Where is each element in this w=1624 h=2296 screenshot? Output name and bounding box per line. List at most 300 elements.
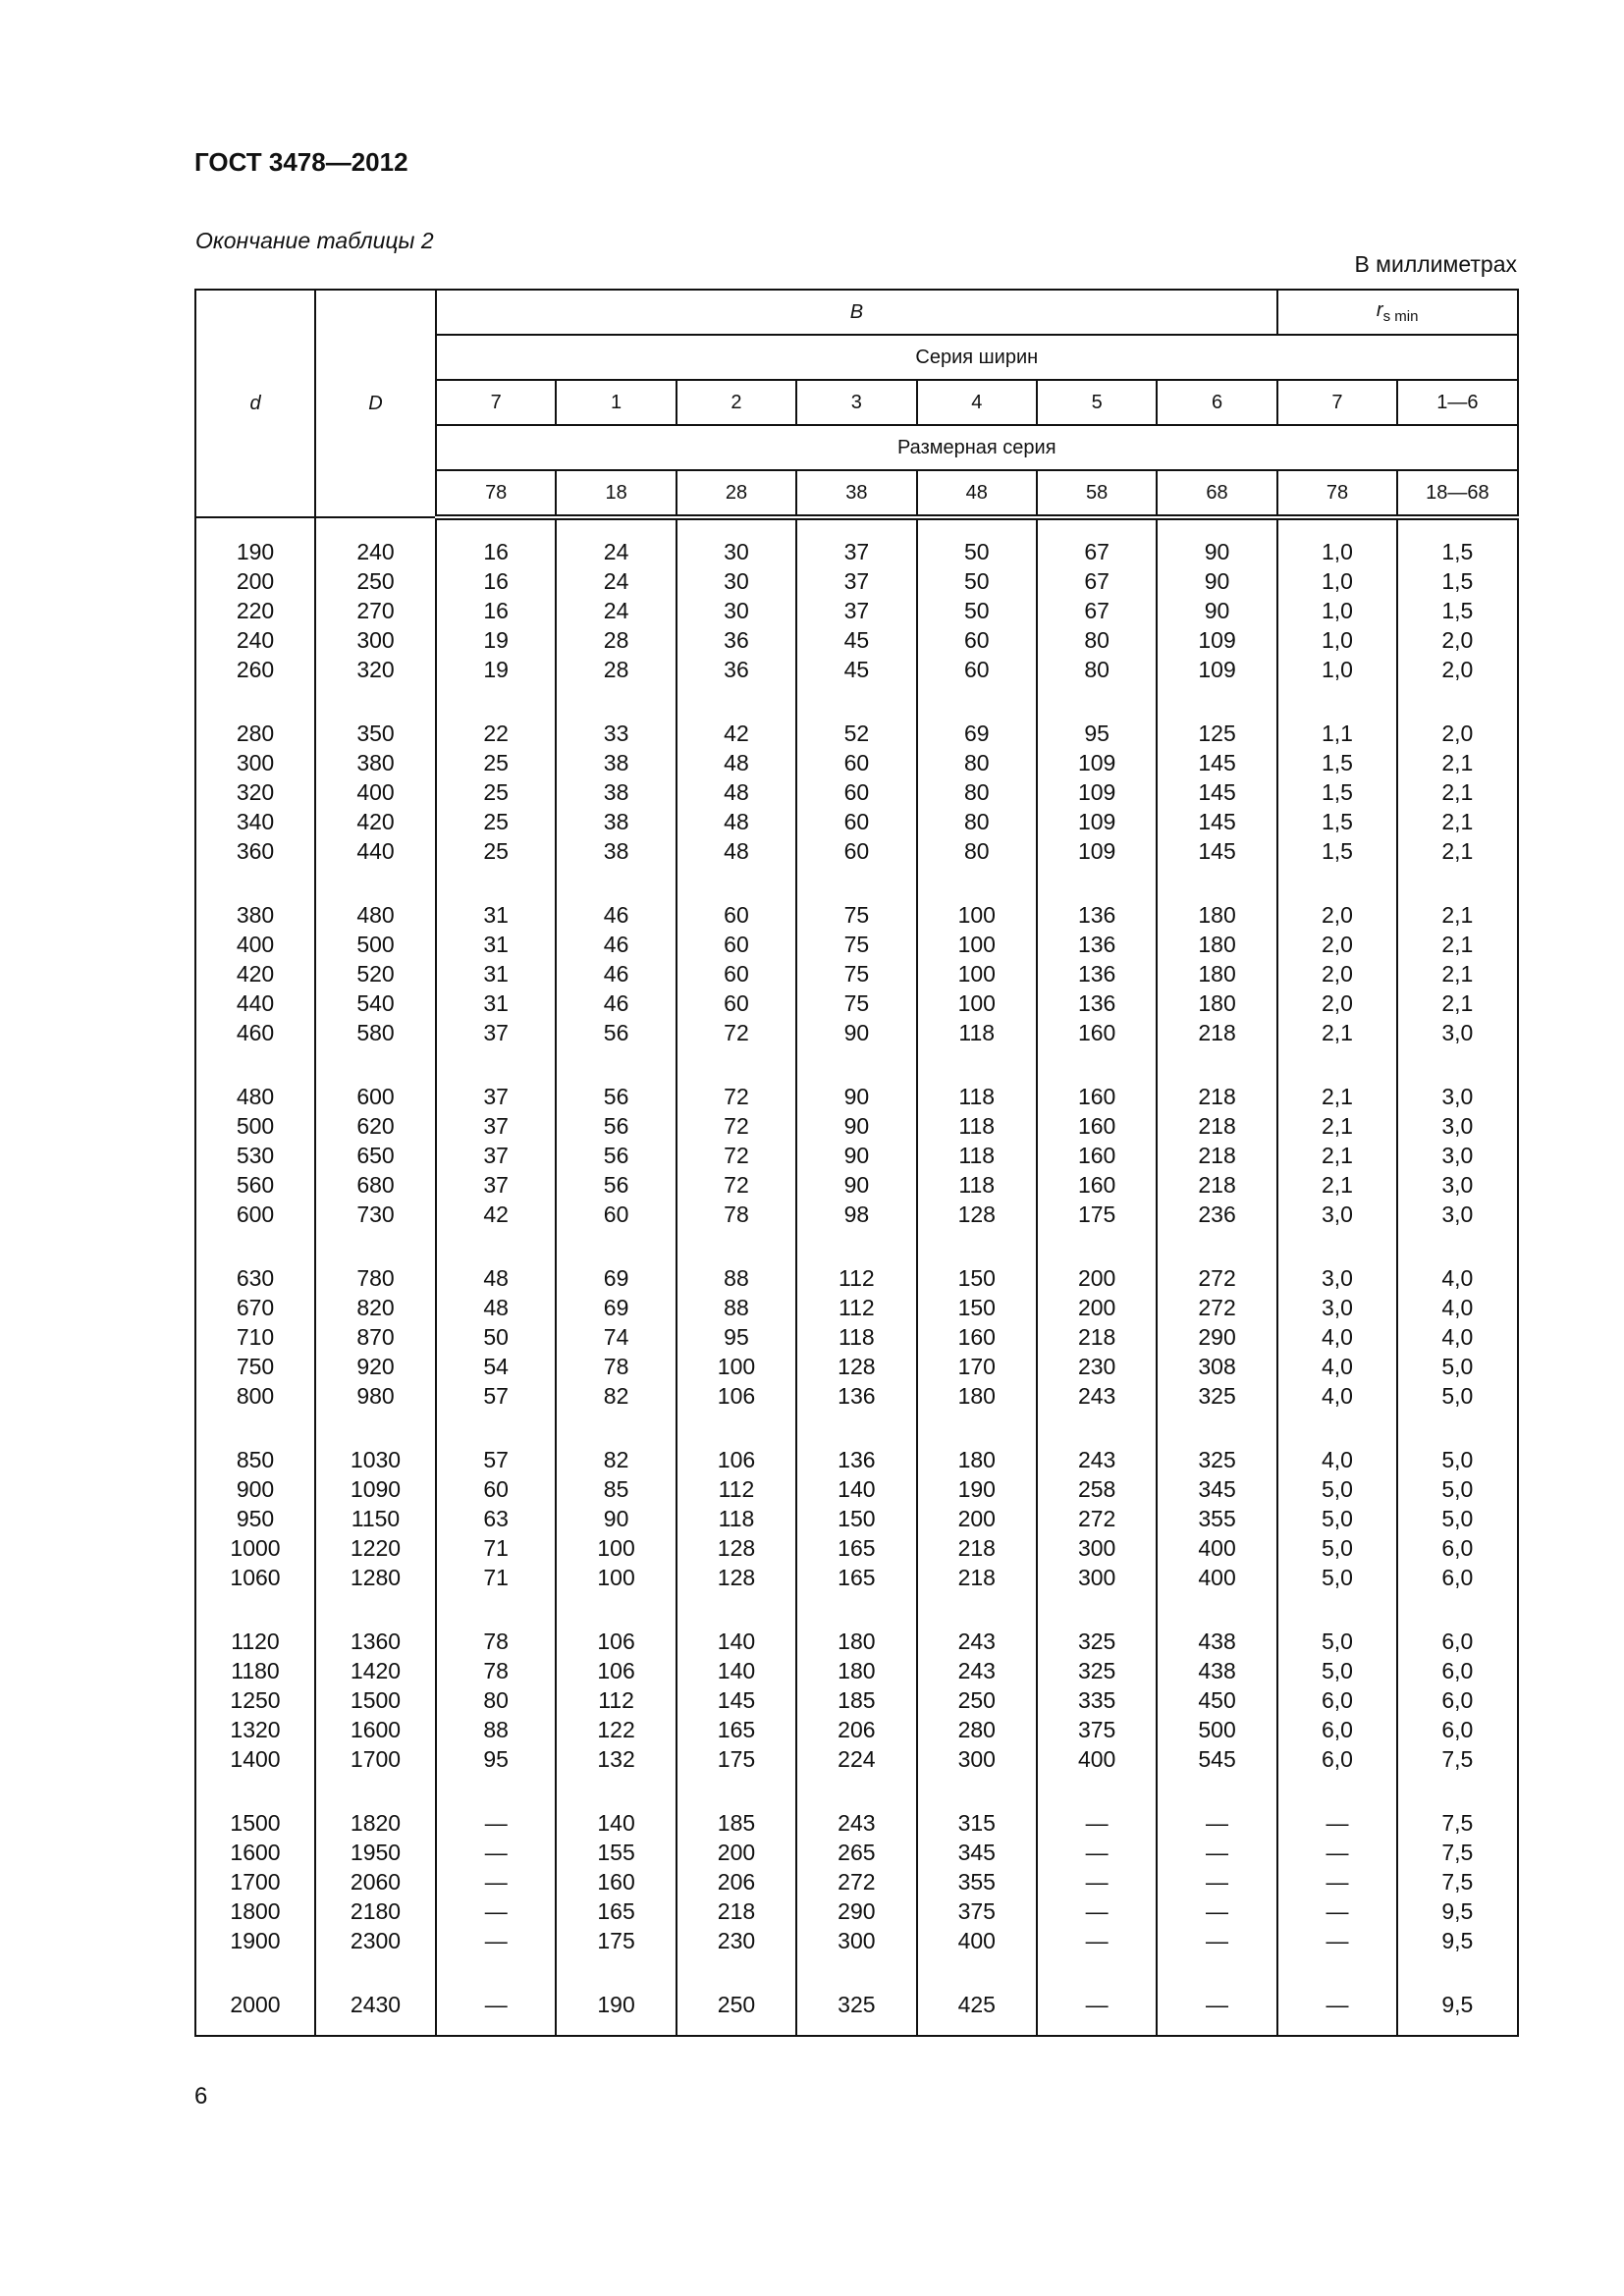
table-cell: 1,0	[1277, 596, 1397, 625]
table-cell: 16	[436, 537, 556, 566]
table-cell: 750	[195, 1352, 315, 1381]
table-cell: 2,1	[1397, 959, 1517, 988]
spacer-cell	[796, 1592, 916, 1627]
table-cell: 100	[917, 959, 1037, 988]
table-cell: 190	[195, 537, 315, 566]
table-cell: 67	[1037, 537, 1157, 566]
table-cell: 2,1	[1277, 1170, 1397, 1200]
table-cell: 230	[677, 1926, 796, 1955]
table-cell: 280	[917, 1715, 1037, 1744]
table-cell: 30	[677, 566, 796, 596]
table-cell: 420	[195, 959, 315, 988]
table-cell: 1,5	[1277, 807, 1397, 836]
spacer-cell	[436, 1229, 556, 1263]
table-cell: 6,0	[1397, 1627, 1517, 1656]
table-row	[195, 1744, 1518, 1774]
table-cell: 118	[677, 1504, 796, 1533]
table-cell: 345	[917, 1838, 1037, 1867]
table-row	[195, 1200, 1518, 1229]
table-cell: 200	[677, 1838, 796, 1867]
table-cell: 260	[195, 655, 315, 684]
table-cell: 460	[195, 1018, 315, 1047]
table-cell: 155	[556, 1838, 676, 1867]
table-cell: 190	[556, 1990, 676, 2019]
table-cell: 7,5	[1397, 1838, 1517, 1867]
table-cell: 520	[315, 959, 436, 988]
table-cell: 57	[436, 1381, 556, 1411]
spacer-cell	[436, 2019, 556, 2036]
table-cell: 218	[1157, 1141, 1276, 1170]
table-cell: 100	[677, 1352, 796, 1381]
table-cell: 78	[677, 1200, 796, 1229]
table-cell: 56	[556, 1141, 676, 1170]
table-cell: 580	[315, 1018, 436, 1047]
table-cell: —	[1037, 1838, 1157, 1867]
table-cell: 300	[195, 748, 315, 777]
spacer-cell	[1157, 684, 1276, 719]
table-cell: 630	[195, 1263, 315, 1293]
table-cell: 950	[195, 1504, 315, 1533]
table-cell: 220	[195, 596, 315, 625]
table-cell: 355	[917, 1867, 1037, 1896]
table-cell: 5,0	[1277, 1504, 1397, 1533]
spacer-cell	[1037, 866, 1157, 900]
spacer-cell	[1277, 1955, 1397, 1990]
table-cell: 180	[917, 1381, 1037, 1411]
table-row	[195, 836, 1518, 866]
spacer-cell	[917, 2019, 1037, 2036]
table-cell: 60	[917, 655, 1037, 684]
header-B: B	[436, 290, 1277, 335]
table-cell: —	[1277, 1926, 1397, 1955]
table-cell: 4,0	[1397, 1322, 1517, 1352]
table-cell: 2,1	[1397, 807, 1517, 836]
table-cell: —	[1157, 1838, 1276, 1867]
table-cell: 37	[436, 1170, 556, 1200]
table-row	[195, 807, 1518, 836]
spacer-cell	[677, 1955, 796, 1990]
table-cell: 180	[917, 1445, 1037, 1474]
spacer-cell	[315, 866, 436, 900]
spacer-cell	[1157, 517, 1276, 537]
table-cell: 60	[677, 900, 796, 930]
table-cell: 60	[556, 1200, 676, 1229]
table-cell: 48	[436, 1293, 556, 1322]
table-cell: 218	[1037, 1322, 1157, 1352]
table-cell: 258	[1037, 1474, 1157, 1504]
table-cell: 730	[315, 1200, 436, 1229]
table-cell: —	[1157, 1990, 1276, 2019]
table-cell: 24	[556, 596, 676, 625]
table-cell: 145	[1157, 748, 1276, 777]
table-cell: 540	[315, 988, 436, 1018]
table-cell: 2180	[315, 1896, 436, 1926]
table-cell: 118	[796, 1322, 916, 1352]
table-cell: 37	[436, 1111, 556, 1141]
table-cell: 60	[796, 836, 916, 866]
dimension-series-cell: 78	[436, 470, 556, 517]
spacer-cell	[1277, 1047, 1397, 1082]
table-cell: 3,0	[1277, 1263, 1397, 1293]
table-cell: 112	[796, 1293, 916, 1322]
table-cell: 670	[195, 1293, 315, 1322]
table-row	[195, 1685, 1518, 1715]
table-cell: 3,0	[1397, 1200, 1517, 1229]
table-cell: 1120	[195, 1627, 315, 1656]
table-cell: 5,0	[1277, 1533, 1397, 1563]
table-cell: 2,0	[1277, 959, 1397, 988]
table-cell: 37	[436, 1018, 556, 1047]
table-cell: 98	[796, 1200, 916, 1229]
table-cell: 206	[677, 1867, 796, 1896]
table-cell: 112	[677, 1474, 796, 1504]
spacer-cell	[195, 1774, 315, 1808]
table-row	[195, 900, 1518, 930]
table-cell: 1500	[315, 1685, 436, 1715]
table-cell: 31	[436, 900, 556, 930]
table-cell: 125	[1157, 719, 1276, 748]
table-cell: 140	[796, 1474, 916, 1504]
table-cell: —	[1157, 1926, 1276, 1955]
spacer-cell	[1037, 2019, 1157, 2036]
table-cell: 85	[556, 1474, 676, 1504]
table-cell: 90	[1157, 596, 1276, 625]
spacer-cell	[436, 866, 556, 900]
table-cell: 6,0	[1397, 1563, 1517, 1592]
table-cell: 145	[1157, 807, 1276, 836]
table-cell: 140	[677, 1627, 796, 1656]
spacer-cell	[315, 1047, 436, 1082]
spacer-cell	[1397, 1774, 1517, 1808]
table-cell: 1250	[195, 1685, 315, 1715]
spacer-cell	[315, 684, 436, 719]
spacer-cell	[195, 1955, 315, 1990]
table-cell: 2,0	[1397, 719, 1517, 748]
table-cell: —	[436, 1926, 556, 1955]
table-cell: 224	[796, 1744, 916, 1774]
spacer-cell	[1037, 1955, 1157, 1990]
table-cell: 1280	[315, 1563, 436, 1592]
table-cell: 19	[436, 655, 556, 684]
table-cell: 250	[917, 1685, 1037, 1715]
spacer-cell	[436, 1411, 556, 1445]
table-cell: 400	[1037, 1744, 1157, 1774]
table-cell: 82	[556, 1381, 676, 1411]
spacer-cell	[1037, 1047, 1157, 1082]
table-cell: 240	[195, 625, 315, 655]
table-cell: 160	[1037, 1170, 1157, 1200]
table-cell: 56	[556, 1082, 676, 1111]
table-cell: 300	[917, 1744, 1037, 1774]
table-row	[195, 1474, 1518, 1504]
table-cell: 112	[556, 1685, 676, 1715]
table-cell: 400	[1157, 1563, 1276, 1592]
spacer-cell	[1157, 1955, 1276, 1990]
table-row	[195, 1352, 1518, 1381]
table-cell: 218	[1157, 1018, 1276, 1047]
table-cell: 30	[677, 596, 796, 625]
table-cell: 1320	[195, 1715, 315, 1744]
table-cell: 145	[677, 1685, 796, 1715]
table-cell: 88	[436, 1715, 556, 1744]
spacer-cell	[1277, 1592, 1397, 1627]
table-cell: 440	[195, 988, 315, 1018]
table-cell: 236	[1157, 1200, 1276, 1229]
spacer-cell	[315, 1955, 436, 1990]
spacer-cell	[1037, 684, 1157, 719]
table-cell: 325	[1037, 1627, 1157, 1656]
table-cell: 60	[677, 988, 796, 1018]
spacer-cell	[796, 684, 916, 719]
table-cell: 5,0	[1277, 1627, 1397, 1656]
table-cell: 1,5	[1277, 836, 1397, 866]
spacer-cell	[677, 1774, 796, 1808]
table-cell: 180	[1157, 988, 1276, 1018]
table-cell: 400	[917, 1926, 1037, 1955]
dimension-series-cell: 38	[796, 470, 916, 517]
table-cell: —	[1037, 1896, 1157, 1926]
table-cell: 45	[796, 655, 916, 684]
table-cell: 78	[556, 1352, 676, 1381]
table-cell: 100	[917, 988, 1037, 1018]
table-cell: 2,0	[1397, 625, 1517, 655]
table-cell: 850	[195, 1445, 315, 1474]
spacer-cell	[436, 684, 556, 719]
table-cell: 75	[796, 988, 916, 1018]
spacer-cell	[796, 1774, 916, 1808]
table-cell: 80	[1037, 655, 1157, 684]
dimension-series-cell: 78	[1277, 470, 1397, 517]
table-cell: 243	[1037, 1381, 1157, 1411]
spacer-cell	[796, 1229, 916, 1263]
table-cell: 71	[436, 1533, 556, 1563]
table-row	[195, 1627, 1518, 1656]
table-cell: —	[1277, 1867, 1397, 1896]
spacer-cell	[796, 866, 916, 900]
table-cell: 100	[917, 900, 1037, 930]
spacer-cell	[1157, 866, 1276, 900]
table-cell: 340	[195, 807, 315, 836]
spacer-cell	[677, 2019, 796, 2036]
table-cell: 150	[917, 1263, 1037, 1293]
table-row	[195, 748, 1518, 777]
table-cell: 80	[917, 777, 1037, 807]
table-cell: 2,1	[1397, 748, 1517, 777]
table-cell: 1950	[315, 1838, 436, 1867]
spacer-cell	[917, 1411, 1037, 1445]
table-cell: 5,0	[1277, 1474, 1397, 1504]
table-cell: 2430	[315, 1990, 436, 2019]
spacer-cell	[1397, 2019, 1517, 2036]
spacer-cell	[1397, 1047, 1517, 1082]
table-cell: 109	[1037, 777, 1157, 807]
table-cell: 4,0	[1277, 1445, 1397, 1474]
table-cell: 22	[436, 719, 556, 748]
header-rs-min	[1277, 290, 1518, 335]
spacer-cell	[677, 684, 796, 719]
width-series-cell: 5	[1037, 380, 1157, 425]
spacer-cell	[1397, 1229, 1517, 1263]
table-caption: Окончание таблицы 2	[195, 228, 434, 253]
table-cell: 48	[677, 807, 796, 836]
table-cell: 5,0	[1397, 1474, 1517, 1504]
table-cell: 90	[1157, 566, 1276, 596]
spacer-cell	[556, 1411, 676, 1445]
table-row	[195, 1111, 1518, 1141]
table-cell: 920	[315, 1352, 436, 1381]
spacer-cell	[677, 1229, 796, 1263]
table-cell: 90	[796, 1170, 916, 1200]
spacer-cell	[195, 1229, 315, 1263]
table-cell: 270	[315, 596, 436, 625]
table-cell: 265	[796, 1838, 916, 1867]
table-cell: 170	[917, 1352, 1037, 1381]
table-cell: 160	[1037, 1082, 1157, 1111]
table-cell: 75	[796, 959, 916, 988]
table-cell: 2,0	[1277, 900, 1397, 930]
table-cell: 88	[677, 1293, 796, 1322]
table-cell: 56	[556, 1170, 676, 1200]
table-cell: 200	[917, 1504, 1037, 1533]
spacer-cell	[677, 517, 796, 537]
table-cell: 600	[315, 1082, 436, 1111]
table-cell: 2300	[315, 1926, 436, 1955]
table-cell: 60	[917, 625, 1037, 655]
width-series-cell: 4	[917, 380, 1037, 425]
table-cell: 24	[556, 566, 676, 596]
table-cell: 57	[436, 1445, 556, 1474]
spacer-cell	[1397, 866, 1517, 900]
spacer-cell	[796, 1411, 916, 1445]
table-cell: 200	[1037, 1263, 1157, 1293]
table-cell: 2,1	[1277, 1082, 1397, 1111]
spacer-cell	[556, 1592, 676, 1627]
group-spacer	[195, 1592, 1518, 1627]
table-cell: 16	[436, 566, 556, 596]
table-cell: 315	[917, 1808, 1037, 1838]
table-cell: 100	[556, 1533, 676, 1563]
table-cell: 206	[796, 1715, 916, 1744]
table-cell: 1400	[195, 1744, 315, 1774]
group-spacer	[195, 517, 1518, 537]
table-cell: 2000	[195, 1990, 315, 2019]
table-cell: 90	[796, 1141, 916, 1170]
table-cell: 42	[436, 1200, 556, 1229]
table-cell: 54	[436, 1352, 556, 1381]
table-cell: 620	[315, 1111, 436, 1141]
width-series-cell: 7	[1277, 380, 1397, 425]
table-cell: 5,0	[1277, 1563, 1397, 1592]
table-cell: 136	[796, 1381, 916, 1411]
table-cell: 75	[796, 900, 916, 930]
spacer-cell	[315, 1774, 436, 1808]
table-row	[195, 1082, 1518, 1111]
table-cell: 80	[917, 807, 1037, 836]
table-cell: 72	[677, 1141, 796, 1170]
table-cell: 290	[1157, 1322, 1276, 1352]
table-cell: 128	[796, 1352, 916, 1381]
table-cell: 42	[677, 719, 796, 748]
table-cell: 1,5	[1277, 777, 1397, 807]
table-cell: 4,0	[1277, 1381, 1397, 1411]
table-cell: 1180	[195, 1656, 315, 1685]
table-cell: 400	[195, 930, 315, 959]
table-cell: 160	[917, 1322, 1037, 1352]
table-cell: 16	[436, 596, 556, 625]
spacer-cell	[1277, 684, 1397, 719]
table-cell: 72	[677, 1170, 796, 1200]
table-cell: 1,5	[1277, 748, 1397, 777]
table-cell: 2,1	[1277, 1111, 1397, 1141]
spacer-cell	[677, 866, 796, 900]
spacer-cell	[195, 517, 315, 537]
table-cell: 9,5	[1397, 1896, 1517, 1926]
table-cell: 800	[195, 1381, 315, 1411]
spacer-cell	[195, 684, 315, 719]
spacer-cell	[195, 1047, 315, 1082]
table-cell: 3,0	[1397, 1170, 1517, 1200]
spacer-cell	[677, 1411, 796, 1445]
table-cell: 80	[436, 1685, 556, 1715]
table-row	[195, 1926, 1518, 1955]
table-cell: 165	[677, 1715, 796, 1744]
table-cell: 46	[556, 988, 676, 1018]
table-cell: 350	[315, 719, 436, 748]
group-spacer	[195, 1955, 1518, 1990]
table-cell: 28	[556, 625, 676, 655]
spacer-cell	[1397, 684, 1517, 719]
table-cell: 175	[556, 1926, 676, 1955]
spacer-cell	[195, 1411, 315, 1445]
dimension-series-cell: 18	[556, 470, 676, 517]
table-row	[195, 1867, 1518, 1896]
table-cell: 24	[556, 537, 676, 566]
table-body	[195, 517, 1518, 2036]
width-series-cell: 7	[436, 380, 556, 425]
table-cell: 5,0	[1277, 1656, 1397, 1685]
table-cell: 375	[917, 1896, 1037, 1926]
table-cell: 78	[436, 1656, 556, 1685]
table-cell: 4,0	[1277, 1352, 1397, 1381]
table-cell: 1,5	[1397, 596, 1517, 625]
table-cell: 243	[917, 1627, 1037, 1656]
table-row	[195, 930, 1518, 959]
table-cell: 38	[556, 836, 676, 866]
table-cell: 37	[796, 596, 916, 625]
r-subscript: s min	[1382, 308, 1419, 325]
table-cell: 38	[556, 777, 676, 807]
table-cell: 37	[796, 537, 916, 566]
table-cell: 95	[436, 1744, 556, 1774]
table-cell: 6,0	[1277, 1715, 1397, 1744]
table-cell: 136	[1037, 959, 1157, 988]
table-row	[195, 1656, 1518, 1685]
table-row	[195, 719, 1518, 748]
header-width-series: Серия ширин	[436, 335, 1518, 380]
table-cell: 530	[195, 1141, 315, 1170]
group-spacer	[195, 1411, 1518, 1445]
table-cell: 1150	[315, 1504, 436, 1533]
table-cell: 106	[677, 1381, 796, 1411]
table-cell: 710	[195, 1322, 315, 1352]
table-cell: 280	[195, 719, 315, 748]
table-cell: 320	[315, 655, 436, 684]
table-cell: 780	[315, 1263, 436, 1293]
table-cell: 2,0	[1277, 988, 1397, 1018]
table-row	[195, 655, 1518, 684]
table-cell: 3,0	[1397, 1018, 1517, 1047]
table-cell: 5,0	[1397, 1504, 1517, 1533]
